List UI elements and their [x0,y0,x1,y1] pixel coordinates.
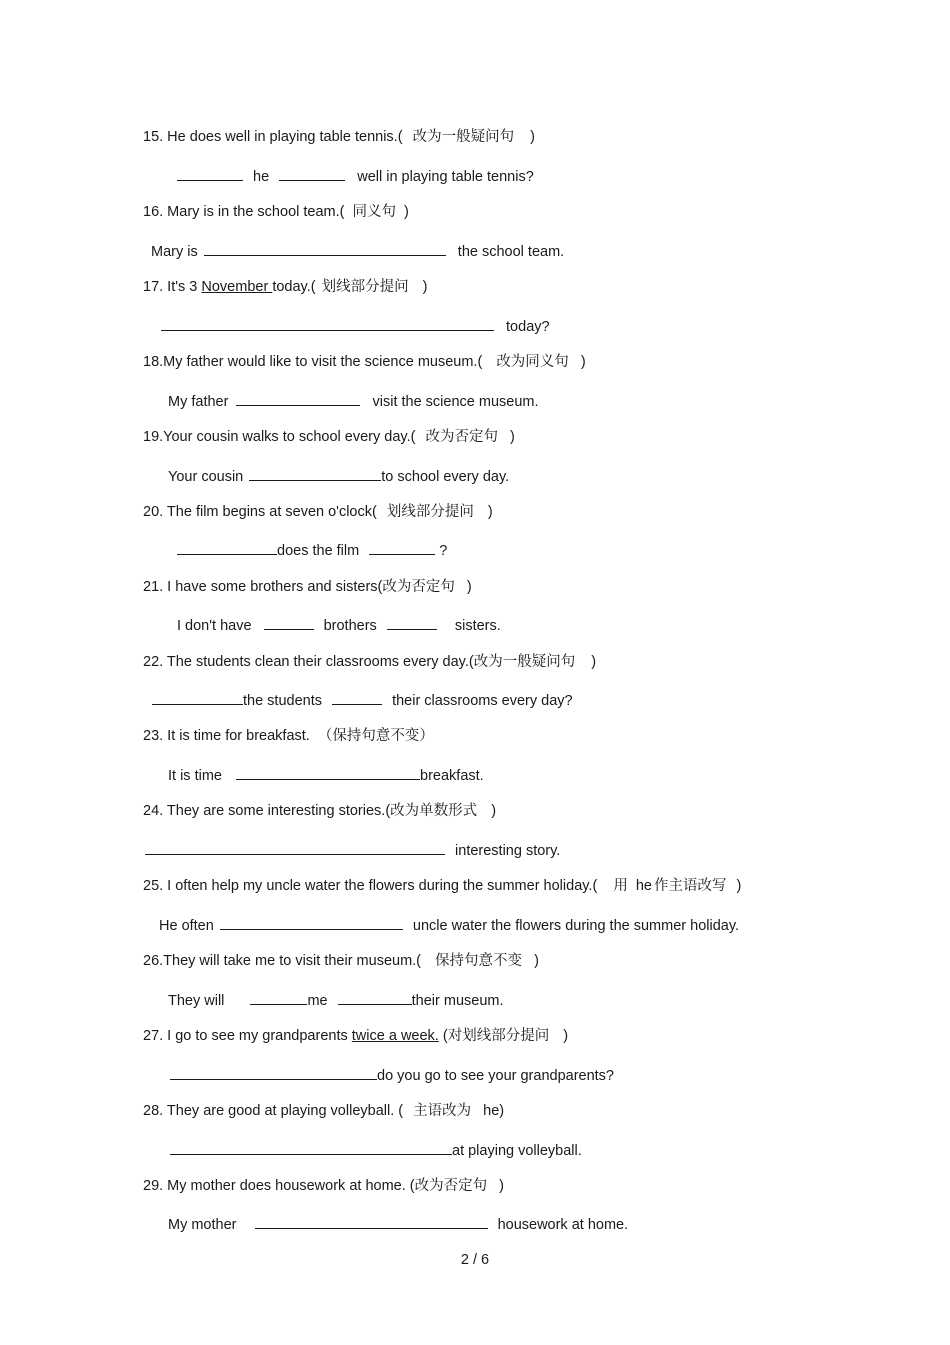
answer-25: He often uncle water the flowers during the summer holiday. [159,915,739,935]
question-28: 28. They are good at playing volleyball. ( 主语改为 he) [143,1103,505,1119]
question-24: 24. They are some interesting stories.(改为单数形式 ) [143,803,497,819]
question-25: 25. I often help my uncle water the flowers during the summer holiday.( 用 he 作主语改写 ) [143,878,742,894]
answer-17: today? [161,316,550,336]
answer-blank[interactable] [279,166,345,181]
answer-22: the students their classrooms every day? [152,690,573,710]
question-23: 23. It is time for breakfast. （保持句意不变） [143,728,434,744]
answer-blank[interactable] [236,765,420,780]
page-number: 2 / 6 [460,1252,490,1268]
answer-26: They will me their museum. [168,990,504,1010]
answer-24: interesting story. [145,840,560,860]
answer-blank[interactable] [152,690,243,705]
question-15: 15. He does well in playing table tennis.( 改为一般疑问句 ) [143,129,535,145]
answer-blank[interactable] [255,1214,488,1229]
question-17: 17. It's 3 November today.( 划线部分提问 ) [143,279,428,295]
answer-blank[interactable] [170,1140,452,1155]
answer-blank[interactable] [332,690,382,705]
question-19: 19.Your cousin walks to school every day.( 改为否定句 ) [143,429,515,445]
question-21: 21. I have some brothers and sisters(改为否定句 ) [143,579,472,595]
answer-blank[interactable] [387,615,437,630]
answer-29: My mother housework at home. [168,1214,628,1234]
answer-blank[interactable] [220,915,403,930]
answer-16: Mary is the school team. [151,241,564,261]
answer-blank[interactable] [170,1065,377,1080]
underlined-phrase: November [201,279,273,295]
answer-blank[interactable] [236,391,360,406]
answer-15: he well in playing table tennis? [177,166,534,186]
answer-blank[interactable] [145,840,445,855]
answer-blank[interactable] [249,466,381,481]
question-16: 16. Mary is in the school team.( 同义句 ) [143,204,409,220]
question-27: 27. I go to see my grandparents twice a week. (对划线部分提问 ) [143,1028,569,1044]
answer-28: at playing volleyball. [170,1140,582,1160]
answer-27: do you go to see your grandparents? [170,1065,614,1085]
answer-blank[interactable] [369,540,435,555]
answer-21: I don't have brothers sisters. [177,615,501,635]
answer-blank[interactable] [177,540,277,555]
answer-blank[interactable] [250,990,307,1005]
answer-blank[interactable] [338,990,412,1005]
answer-blank[interactable] [161,316,494,331]
question-26: 26.They will take me to visit their museum.( 保持句意不变 ) [143,953,539,969]
answer-blank[interactable] [204,241,446,256]
question-22: 22. The students clean their classrooms every day.(改为一般疑问句 ) [143,654,597,670]
answer-blank[interactable] [177,166,243,181]
question-29: 29. My mother does housework at home. (改为否定句 ) [143,1178,504,1194]
answer-blank[interactable] [264,615,314,630]
answer-19: Your cousin to school every day. [168,466,509,486]
underlined-phrase: twice a week. [351,1028,439,1044]
answer-23: It is time breakfast. [168,765,484,785]
question-20: 20. The film begins at seven o'clock( 划线部分提问 ) [143,504,493,520]
answer-20: does the film ? [177,540,447,560]
question-18: 18.My father would like to visit the science museum.( 改为同义句 ) [143,354,586,370]
answer-18: My father visit the science museum. [168,391,539,411]
